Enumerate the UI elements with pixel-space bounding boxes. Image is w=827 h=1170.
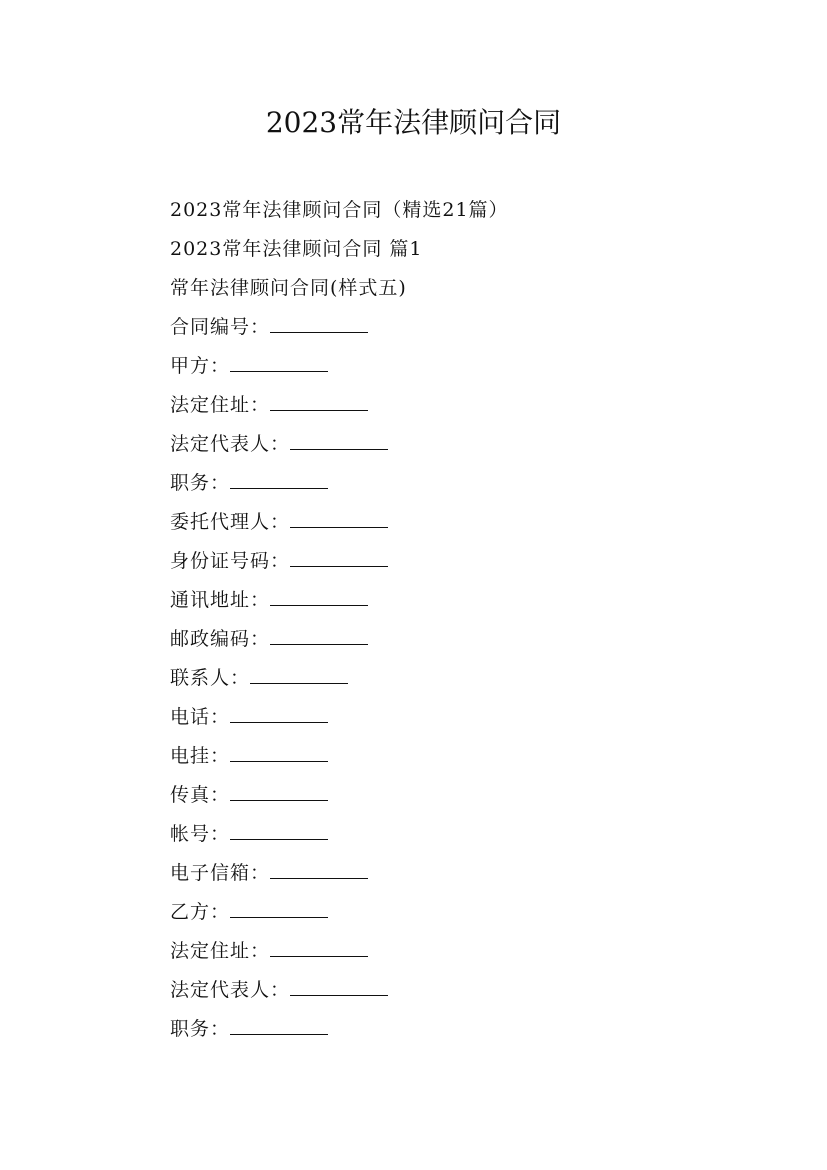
contract-style-heading — [170, 271, 790, 310]
line-text: 常年法律顾问合同(样式五) — [170, 277, 407, 299]
fill-in-blank — [270, 626, 368, 645]
field-party-a — [170, 349, 790, 388]
fill-in-blank — [250, 665, 348, 684]
field-label: 电话： — [170, 706, 231, 728]
field-account-number — [170, 817, 790, 856]
fill-in-blank — [270, 587, 368, 606]
fill-in-blank — [270, 392, 368, 411]
field-label: 甲方： — [170, 355, 231, 377]
fill-in-blank — [270, 314, 368, 333]
field-mailing-address — [170, 583, 790, 622]
field-id-number — [170, 544, 790, 583]
fill-in-blank — [290, 431, 388, 450]
field-label: 电子信箱： — [170, 862, 271, 884]
subtitle-line — [170, 193, 790, 232]
line-text: 2023常年法律顾问合同 篇1 — [170, 238, 423, 260]
fill-in-blank — [230, 1016, 328, 1035]
field-label: 法定代表人： — [170, 979, 291, 1001]
field-label: 法定代表人： — [170, 433, 291, 455]
field-telegraph — [170, 739, 790, 778]
field-label: 法定住址： — [170, 940, 271, 962]
fill-in-blank — [230, 470, 328, 489]
field-label: 职务： — [170, 472, 231, 494]
field-label: 联系人： — [170, 667, 251, 689]
field-party-a-position — [170, 466, 790, 505]
field-label: 通讯地址： — [170, 589, 271, 611]
field-party-b-address — [170, 934, 790, 973]
field-party-b — [170, 895, 790, 934]
field-telephone — [170, 700, 790, 739]
field-postal-code — [170, 622, 790, 661]
section-heading — [170, 232, 790, 271]
fill-in-blank — [230, 782, 328, 801]
field-label: 传真： — [170, 784, 231, 806]
field-fax — [170, 778, 790, 817]
fill-in-blank — [290, 548, 388, 567]
field-email — [170, 856, 790, 895]
field-label: 法定住址： — [170, 394, 271, 416]
fill-in-blank — [270, 938, 368, 957]
field-party-a-representative — [170, 427, 790, 466]
field-label: 身份证号码： — [170, 550, 291, 572]
document-title: 2023常年法律顾问合同 — [265, 106, 562, 139]
field-contract-number — [170, 310, 790, 349]
line-text: 2023常年法律顾问合同（精选21篇） — [170, 199, 509, 221]
field-label: 乙方： — [170, 901, 231, 923]
field-label: 邮政编码： — [170, 628, 271, 650]
field-label: 委托代理人： — [170, 511, 291, 533]
field-contact-person — [170, 661, 790, 700]
field-party-b-representative — [170, 973, 790, 1012]
fill-in-blank — [230, 899, 328, 918]
field-label: 电挂： — [170, 745, 231, 767]
fill-in-blank — [290, 509, 388, 528]
fill-in-blank — [230, 821, 328, 840]
fill-in-blank — [270, 860, 368, 879]
field-label: 帐号： — [170, 823, 231, 845]
fill-in-blank — [230, 743, 328, 762]
field-label: 职务： — [170, 1018, 231, 1040]
document-body — [170, 193, 790, 1051]
fill-in-blank — [230, 353, 328, 372]
field-authorized-agent — [170, 505, 790, 544]
fill-in-blank — [230, 704, 328, 723]
fill-in-blank — [290, 977, 388, 996]
field-party-a-address — [170, 388, 790, 427]
field-party-b-position — [170, 1012, 790, 1051]
field-label: 合同编号： — [170, 316, 271, 338]
